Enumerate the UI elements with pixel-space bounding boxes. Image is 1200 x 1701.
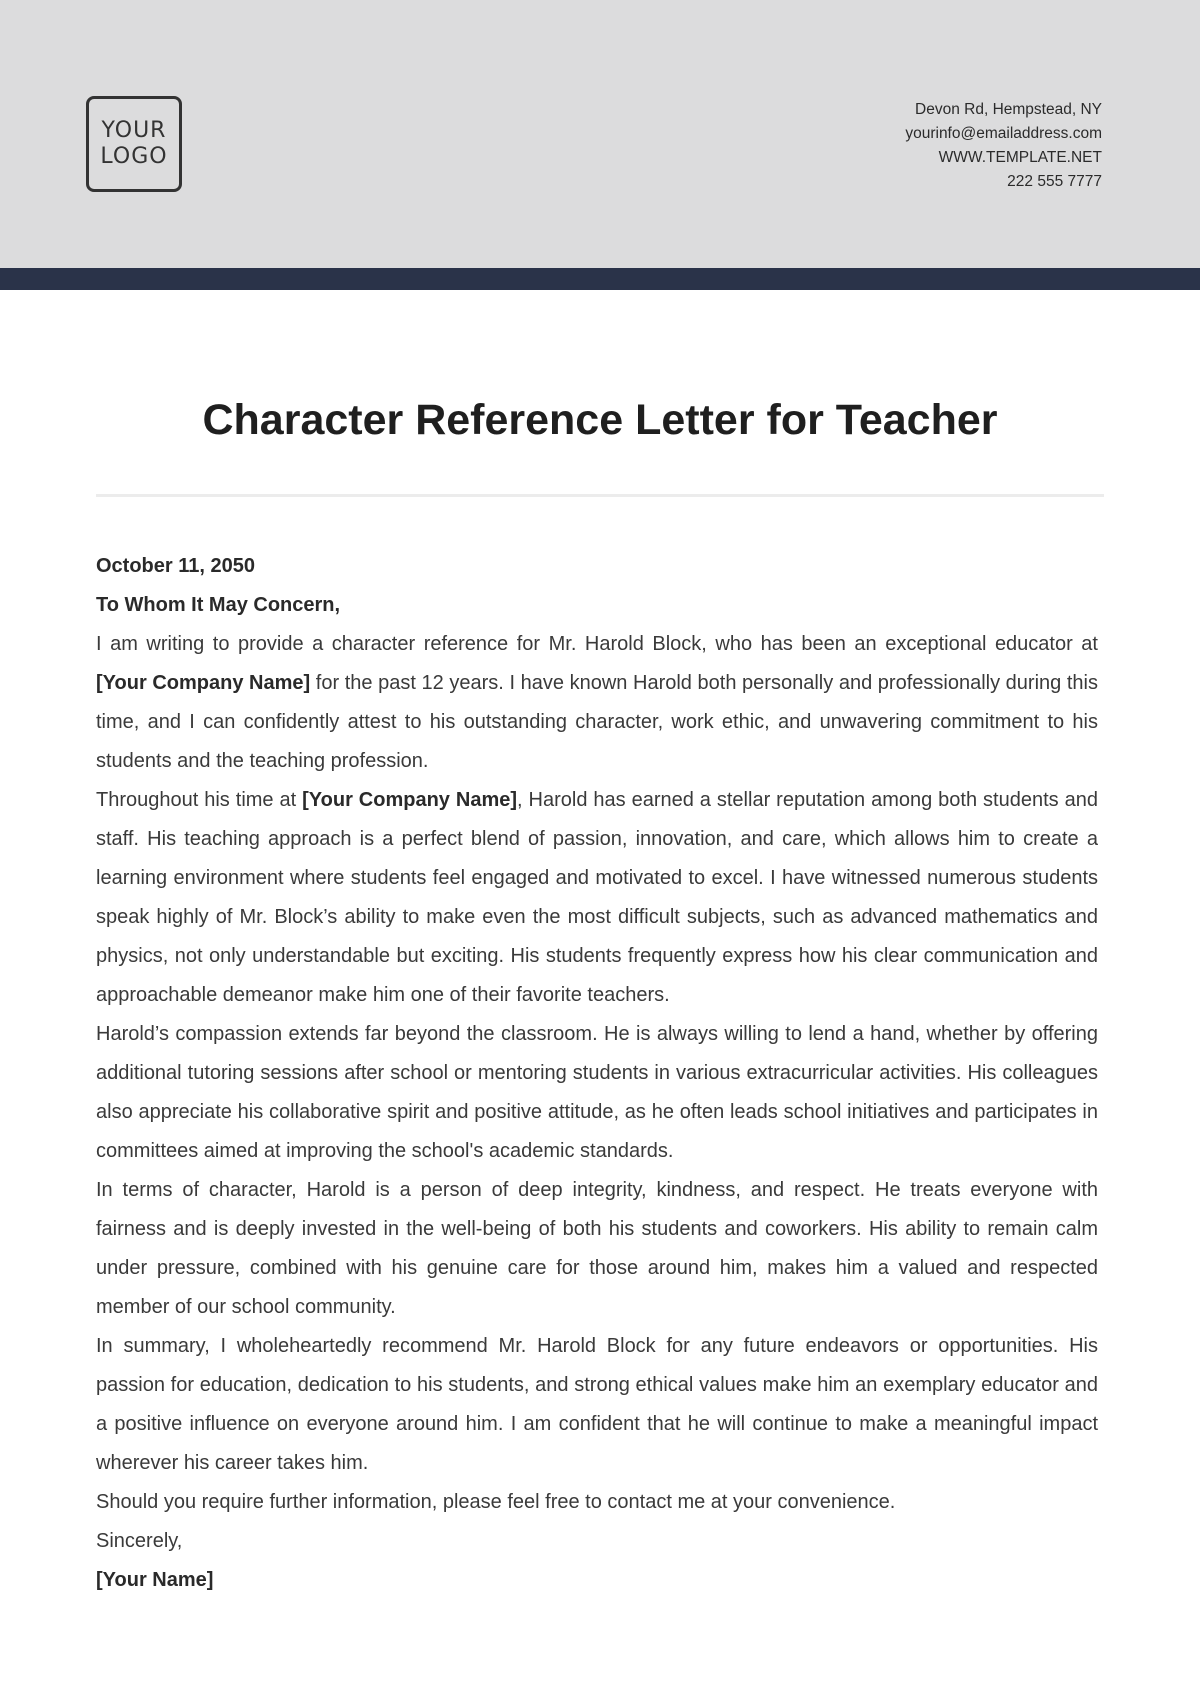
paragraph-1-part-b: for the past 12 years. I have known Harold both personally and professionally during this time, and I can confidently attest to his outstanding character, work ethic, and unwavering commitment to his students and the teaching profession. <box>96 672 1098 772</box>
logo-text-line2: LOGO <box>100 144 168 169</box>
contact-phone: 222 555 7777 <box>1007 173 1102 190</box>
paragraph-2-part-a: Throughout his time at <box>96 789 303 811</box>
paragraph-5: In summary, I wholeheartedly recommend Mr. Harold Block for any future endeavors or opportunities. His passion for education, dedication to his students, and strong ethical values make him an exemplary educator and a positive influence on everyone around him. I am confident that he will continue to make a meaningful impact wherever his career takes him. <box>96 1335 1098 1474</box>
contact-email: yourinfo@emailaddress.com <box>905 125 1102 142</box>
logo-text-line1: YOUR <box>101 118 167 143</box>
letter-body <box>96 547 1098 1600</box>
paragraph-4: In terms of character, Harold is a person of deep integrity, kindness, and respect. He treats everyone with fairness and is deeply invested in the well-being of both his students and coworkers. His ability to remain calm under pressure, combined with his genuine care for those around him, makes him a valued and respected member of our school community. <box>96 1179 1098 1318</box>
letter-closing: Sincerely, <box>96 1530 183 1552</box>
document-title: Character Reference Letter for Teacher <box>202 396 998 444</box>
paragraph-1-part-a: I am writing to provide a character reference for Mr. Harold Block, who has been an exceptional educator at <box>96 633 1098 655</box>
paragraph-2 <box>96 781 1098 1015</box>
paragraph-1 <box>96 625 1098 781</box>
logo-placeholder <box>86 96 182 192</box>
header-accent-bar <box>0 268 1200 290</box>
signature-name: [Your Name] <box>96 1569 214 1591</box>
letterhead <box>0 0 1200 268</box>
letter-salutation: To Whom It May Concern, <box>96 594 341 616</box>
paragraph-2-part-b: , Harold has earned a stellar reputation among both students and staff. His teaching approach is a perfect blend of passion, innovation, and care, which allows him to create a learning environment where students feel engaged and motivated to excel. I have witnessed numerous students speak highly of Mr. Block’s ability to make even the most difficult subjects, such as advanced mathematics and physics, not only understandable but exciting. His students frequently express how his clear communication and approachable demeanor make him one of their favorite teachers. <box>96 789 1098 1006</box>
contact-website: WWW.TEMPLATE.NET <box>938 149 1102 166</box>
contact-block <box>905 98 1102 194</box>
paragraph-3: Harold’s compassion extends far beyond the classroom. He is always willing to lend a hand, whether by offering additional tutoring sessions after school or mentoring students in various extracurricular activities. His colleagues also appreciate his collaborative spirit and positive attitude, as he often leads school initiatives and participates in committees aimed at improving the school's academic standards. <box>96 1023 1098 1162</box>
company-name-placeholder: [Your Company Name] <box>96 672 311 694</box>
title-divider <box>96 494 1104 497</box>
paragraph-6: Should you require further information, please feel free to contact me at your convenience. <box>96 1491 896 1513</box>
contact-address: Devon Rd, Hempstead, NY <box>915 101 1102 118</box>
letter-date: October 11, 2050 <box>96 555 255 577</box>
company-name-placeholder: [Your Company Name] <box>302 789 518 811</box>
